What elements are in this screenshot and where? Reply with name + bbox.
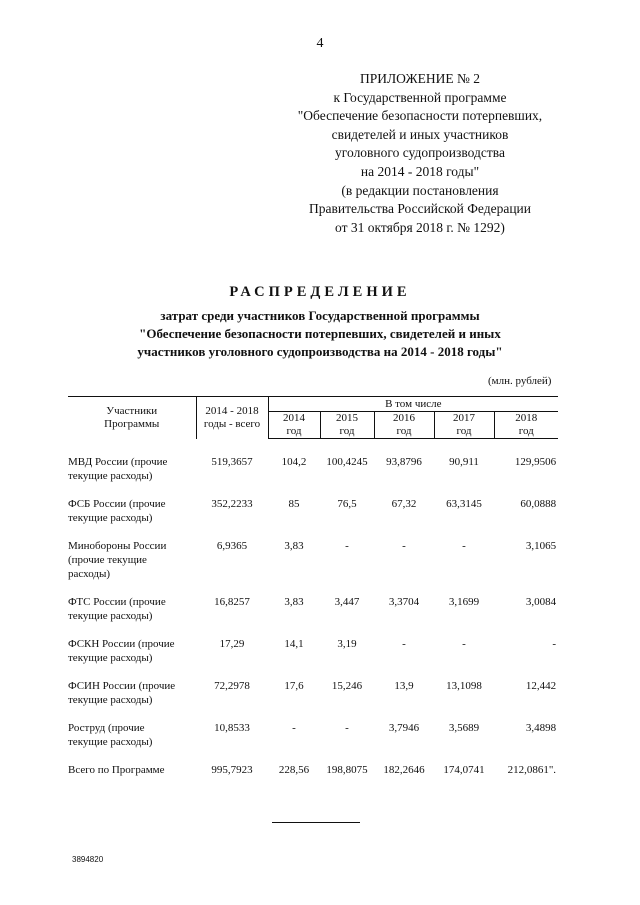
header-participants-line2: Программы xyxy=(104,417,160,430)
value-2015: - xyxy=(345,540,349,552)
header-total xyxy=(196,397,268,439)
appendix-header xyxy=(270,70,570,237)
header-year-label: год xyxy=(518,425,534,437)
value-2015: 15,246 xyxy=(331,680,363,692)
value-2016: - xyxy=(402,638,406,650)
value-2016: 13,9 xyxy=(394,680,414,692)
header-year: 2016 xyxy=(393,412,415,424)
value-2016: 67,32 xyxy=(391,498,417,510)
value-2014: - xyxy=(292,722,296,734)
header-year-2015 xyxy=(320,412,374,439)
header-year: 2017 xyxy=(453,412,475,424)
header-year-label: год xyxy=(396,425,412,437)
value-2016: 182,2646 xyxy=(383,764,425,776)
appendix-line: к Государственной программе xyxy=(333,89,507,105)
value-2015: 100,4245 xyxy=(326,456,368,468)
participant-name: ФСКН России (прочие текущие расходы) xyxy=(68,638,175,664)
header-year-label: год xyxy=(286,425,302,437)
closing-divider xyxy=(272,822,360,823)
value-2017: - xyxy=(462,540,466,552)
header-year-label: год xyxy=(456,425,472,437)
value-2018: 129,9506 xyxy=(514,456,557,468)
page-number: 4 xyxy=(316,36,324,51)
value-2014: 85 xyxy=(288,498,300,510)
value-2018: 212,0861". xyxy=(507,764,557,776)
value-2014: 14,1 xyxy=(284,638,304,650)
value-2016: - xyxy=(402,540,406,552)
total-cell: 352,2233 xyxy=(211,498,253,510)
appendix-line: от 31 октября 2018 г. № 1292) xyxy=(335,219,505,235)
table-row xyxy=(68,455,558,497)
header-year: 2018 xyxy=(515,412,538,424)
total-cell: 6,9365 xyxy=(216,540,248,552)
value-2015: 3,447 xyxy=(334,596,360,608)
appendix-line: на 2014 - 2018 годы" xyxy=(360,163,480,179)
value-2018: 60,0888 xyxy=(520,498,557,510)
value-2017: - xyxy=(462,638,466,650)
header-year-label: год xyxy=(339,425,355,437)
value-2017: 174,0741 xyxy=(443,764,485,776)
appendix-line: свидетелей и иных участников xyxy=(331,126,509,142)
participant-name: МВД России (прочие текущие расходы) xyxy=(68,456,168,482)
total-cell: 10,8533 xyxy=(214,722,250,734)
value-2017: 3,5689 xyxy=(448,722,480,734)
value-2018: 12,442 xyxy=(525,680,557,692)
header-participants-line1: Участники xyxy=(106,404,158,417)
total-row xyxy=(68,763,558,791)
value-2018: - xyxy=(552,638,557,650)
value-2016: 93,8796 xyxy=(386,456,422,468)
table-row xyxy=(68,679,558,721)
total-cell: 17,29 xyxy=(219,638,245,650)
header-year: 2014 xyxy=(283,412,305,424)
value-2015: - xyxy=(345,722,349,734)
header-total-line2: годы - всего xyxy=(203,417,261,430)
header-year-2014 xyxy=(268,412,320,439)
header-year-2018 xyxy=(494,412,558,439)
participant-name: Роструд (прочие текущие расходы) xyxy=(68,722,153,748)
value-2016: 3,7946 xyxy=(388,722,420,734)
appendix-line: (в редакции постановления xyxy=(341,182,499,198)
total-cell: 16,8257 xyxy=(214,596,250,608)
value-2014: 3,83 xyxy=(284,596,304,608)
header-total-line1: 2014 - 2018 xyxy=(205,404,259,417)
unit-label: (млн. рублей) xyxy=(488,375,552,387)
appendix-line: ПРИЛОЖЕНИЕ № 2 xyxy=(359,71,481,86)
value-2017: 3,1699 xyxy=(448,596,480,608)
total-cell: 519,3657 xyxy=(211,456,253,468)
total-row-label: Всего по Программе xyxy=(68,764,165,776)
value-2014: 3,83 xyxy=(284,540,304,552)
total-cell: 995,7923 xyxy=(211,764,253,776)
value-2016: 3,3704 xyxy=(388,596,420,608)
document-title: РАСПРЕДЕЛЕНИЕ xyxy=(229,284,411,300)
document-subtitle xyxy=(0,307,640,361)
table-row xyxy=(68,637,558,679)
participant-name: Минобороны России (прочие текущие расходы) xyxy=(68,540,167,580)
appendix-line: уголовного судопроизводства xyxy=(335,145,505,161)
participant-name: ФТС России (прочие текущие расходы) xyxy=(68,596,166,622)
subtitle-line: "Обеспечение безопасности потерпевших, свидетелей и иных xyxy=(139,326,501,341)
table-row xyxy=(68,539,558,595)
value-2017: 13,1098 xyxy=(446,680,482,692)
subtitle-line: затрат среди участников Государственной программы xyxy=(160,308,480,323)
table-row xyxy=(68,497,558,539)
total-cell: 72,2978 xyxy=(214,680,250,692)
table-row xyxy=(68,595,558,637)
value-2014: 17,6 xyxy=(284,680,304,692)
header-year: 2015 xyxy=(336,412,358,424)
appendix-line: "Обеспечение безопасности потерпевших, xyxy=(297,108,543,124)
header-including: В том числе xyxy=(268,397,558,412)
value-2018: 3,4898 xyxy=(525,722,557,734)
participant-name: ФСИН России (прочие текущие расходы) xyxy=(68,680,176,706)
value-2017: 63,3145 xyxy=(446,498,482,510)
header-participants xyxy=(68,397,196,439)
header-year-2017 xyxy=(434,412,494,439)
value-2015: 3,19 xyxy=(337,638,357,650)
subtitle-line: участников уголовного судопроизводства на 2014 - 2018 годы" xyxy=(137,344,503,359)
participant-name: ФСБ России (прочие текущие расходы) xyxy=(68,498,166,524)
value-2018: 3,0084 xyxy=(525,596,557,608)
table-row xyxy=(68,721,558,763)
appendix-line: Правительства Российской Федерации xyxy=(309,201,531,217)
header-year-2016 xyxy=(374,412,434,439)
value-2014: 228,56 xyxy=(278,764,310,776)
document-code: 3894820 xyxy=(72,855,104,864)
value-2018: 3,1065 xyxy=(525,540,557,552)
value-2014: 104,2 xyxy=(281,456,307,468)
value-2015: 198,8075 xyxy=(326,764,368,776)
value-2015: 76,5 xyxy=(337,498,357,510)
distribution-table xyxy=(68,396,558,791)
value-2017: 90,911 xyxy=(449,456,479,468)
